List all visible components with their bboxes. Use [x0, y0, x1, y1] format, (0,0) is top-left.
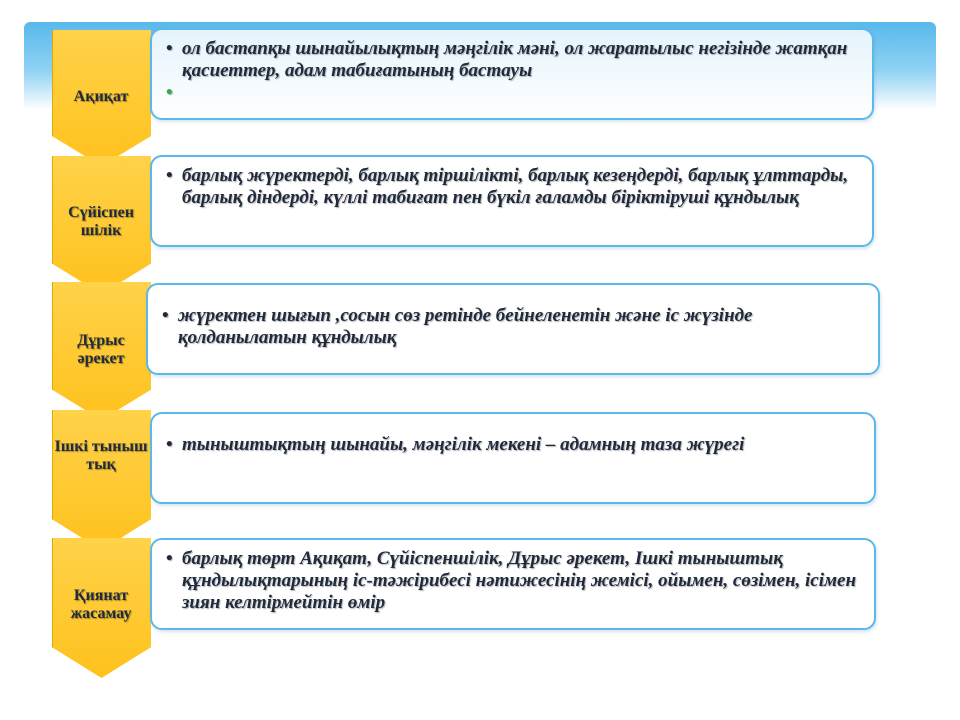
chevron-label-3: Дұрыс әрекет [77, 332, 125, 367]
bullet-list-2 [166, 165, 862, 209]
text-box-4 [150, 412, 876, 504]
text-box-5 [150, 538, 876, 630]
chevron-label-4: Ішкі тыныш тық [54, 438, 148, 473]
text-box-3 [146, 283, 880, 375]
bullet-item-empty [166, 82, 862, 104]
bullet-list-3 [162, 305, 868, 349]
text-box-1 [150, 28, 874, 120]
chevron-4 [52, 410, 151, 550]
bullet-item: • жүректен шығып ,сосын сөз ретінде бейнеленетін және іс жүзінде қолданылатын құндылық [162, 305, 868, 349]
bullet-item: • барлық төрт Ақиқат, Сүйіспеншілік, Дұрыс әрекет, Ішкі тыныштық құндылықтарының іс-тәжірибесі нәтижесінің жемісі, ойымен, сөзімен, ісімен зиян келтірмейтін өмір [166, 548, 864, 614]
bullet-list-5 [166, 548, 864, 614]
chevron-label-2: Сүйіспен шілік [68, 204, 134, 239]
text-box-2 [150, 155, 874, 247]
chevron-label-5: Қиянат жасамау [70, 587, 132, 622]
bullet-list-4 [166, 434, 864, 456]
bullet-item: • тыныштықтың шынайы, мәңгілік мекені – адамның таза жүрегі [166, 434, 864, 456]
chevron-label-1: Ақиқат [73, 88, 129, 105]
bullet-list-1 [166, 38, 862, 104]
bullet-item: • барлық жүректерді, барлық тіршілікті, барлық кезеңдерді, барлық ұлттарды, барлық діндерді, күллі табиғат пен бүкіл ғаламды біріктіруші құндылық [166, 165, 862, 209]
bullet-item: • ол бастапқы шынайылықтың мәңгілік мәні, ол жаратылыс негізінде жатқан қасиеттер, адам табиғатының бастауы [166, 38, 862, 82]
